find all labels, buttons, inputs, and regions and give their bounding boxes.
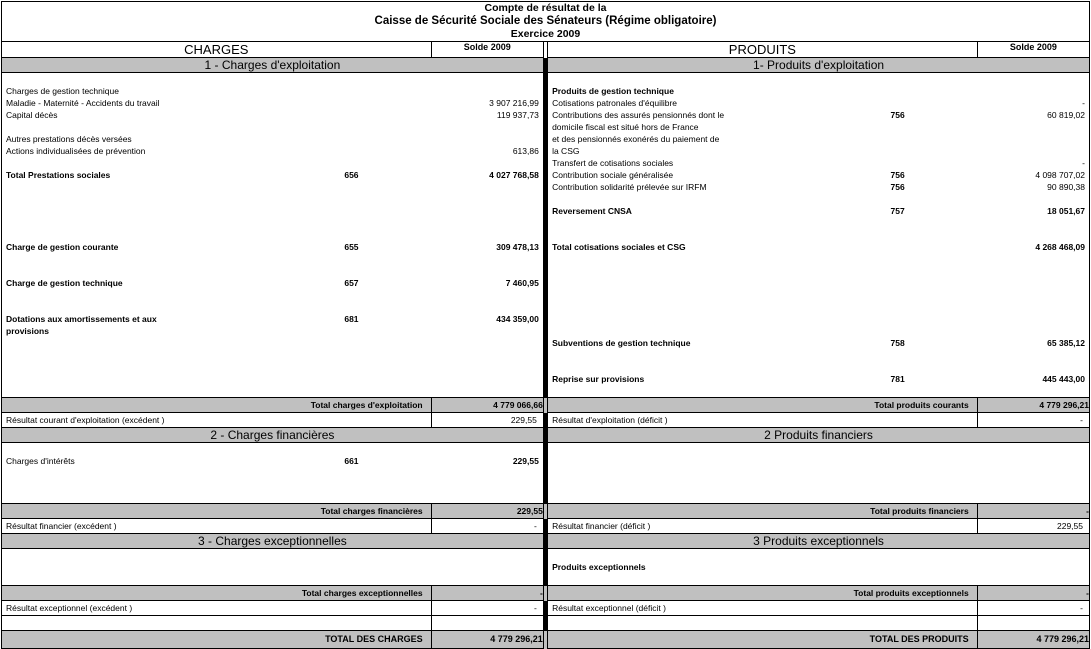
total-produits-financiers-value: - — [977, 504, 1089, 519]
spacer — [2, 443, 543, 455]
produits-exceptionnels-list — [548, 549, 1089, 585]
row-label: Total Prestations sociales — [6, 170, 111, 180]
table-row — [2, 313, 543, 337]
row-code — [728, 561, 908, 573]
spacer — [2, 467, 543, 479]
row-label: Dotations aux amortissements et aux provisions — [6, 314, 157, 336]
table-row — [548, 169, 1089, 181]
table-row — [2, 121, 543, 133]
row-label — [2, 121, 182, 133]
table-row — [548, 85, 1089, 97]
table-row — [548, 337, 1089, 349]
table-row — [548, 561, 1089, 573]
spacer — [548, 289, 1089, 301]
produits-exploitation-block — [548, 73, 1090, 398]
section-produits-financiers: 2 Produits financiers — [548, 428, 1090, 443]
total-charges-financieres-value: 229,55 — [431, 504, 543, 519]
spacer — [2, 301, 543, 313]
charges-exploitation-block — [2, 73, 544, 398]
row-value: 4 098 707,02 — [1035, 170, 1085, 180]
table-row — [2, 97, 543, 109]
total-charges-label: TOTAL DES CHARGES — [2, 631, 432, 649]
row-label: Maladie - Maternité - Accidents du travail — [6, 98, 160, 108]
total-produits-label: TOTAL DES PRODUITS — [548, 631, 978, 649]
resultat-exploitation-produits-label: Résultat d'exploitation (déficit ) — [548, 413, 978, 428]
row-label: Charges de gestion technique — [6, 86, 119, 96]
row-code: 681 — [344, 314, 359, 324]
row-value: 7 460,95 — [505, 278, 539, 288]
produits-financiers-list — [548, 443, 1089, 503]
title-line-2: Caisse de Sécurité Sociale des Sénateurs (Régime obligatoire) — [374, 15, 717, 27]
header-charges: CHARGES — [2, 42, 432, 58]
spacer — [2, 253, 543, 265]
spacer — [548, 73, 1089, 85]
total-exceptionnel-row — [2, 586, 1090, 601]
resultat-courant-charges-value: 229,55 — [431, 413, 543, 428]
table-row — [2, 241, 543, 253]
charges-financieres-list — [2, 443, 543, 503]
section-charges-exploitation: 1 - Charges d'exploitation — [2, 58, 544, 73]
table-row — [2, 133, 543, 145]
column-header-row — [2, 42, 1090, 58]
spacer — [2, 573, 543, 585]
spacer — [548, 361, 1089, 373]
spacer — [2, 217, 543, 229]
row-value — [363, 85, 543, 97]
total-produits-value: 4 779 296,21 — [977, 631, 1089, 649]
spacer — [2, 289, 543, 301]
spacer — [548, 455, 1089, 467]
spacer — [548, 265, 1089, 277]
total-produits-courants-label: Total produits courants — [548, 398, 978, 413]
spacer — [2, 265, 543, 277]
spacer — [2, 337, 543, 349]
table-row — [548, 373, 1089, 385]
header-produits: PRODUITS — [548, 42, 978, 58]
spacer — [2, 157, 543, 169]
produits-financiers-block — [548, 443, 1090, 504]
row-value: 4 268 468,09 — [1035, 242, 1085, 252]
charges-exceptionnelles-block — [2, 549, 544, 586]
total-charges-exceptionnelles-label: Total charges exceptionnelles — [2, 586, 432, 601]
section2-body-row — [2, 443, 1090, 504]
row-label: Contribution sociale généralisée — [552, 170, 674, 180]
spacer — [2, 205, 543, 217]
row-code — [728, 241, 908, 253]
resultat-exploitation-row — [2, 413, 1090, 428]
table-row — [548, 133, 1089, 157]
row-label: Subventions de gestion technique — [552, 338, 691, 348]
table-row — [548, 205, 1089, 217]
total-produits-financiers-label: Total produits financiers — [548, 504, 978, 519]
spacer — [2, 73, 543, 85]
spacer — [2, 549, 543, 561]
section1-body-row — [2, 73, 1090, 398]
resultat-exceptionnel-charges-label: Résultat exceptionnel (excédent ) — [2, 601, 432, 616]
spacer — [548, 573, 1089, 585]
spacer — [2, 229, 543, 241]
row-value — [909, 561, 1089, 573]
row-label: Charge de gestion technique — [6, 278, 123, 288]
section3-band-row — [2, 534, 1090, 549]
row-code — [728, 97, 908, 109]
row-code — [182, 109, 362, 121]
table-row — [548, 157, 1089, 169]
row-value: 18 051,67 — [1047, 206, 1085, 216]
resultat-exploitation-produits-value: - — [977, 413, 1089, 428]
row-value — [363, 133, 543, 145]
spacer — [977, 616, 1089, 631]
row-code — [182, 145, 362, 157]
row-label: Charges d'intérêts — [6, 456, 75, 466]
row-value — [909, 85, 1089, 97]
pre-total-spacer-row — [2, 616, 1090, 631]
table-row — [548, 97, 1089, 109]
total-produits-exceptionnels-value: - — [977, 586, 1089, 601]
row-label: Cotisations patronales d'équilibre — [552, 98, 678, 108]
resultat-financier-charges-value: - — [431, 519, 543, 534]
produits-exceptionnels-block — [548, 549, 1090, 586]
row-label: Charge de gestion courante — [6, 242, 119, 252]
spacer — [548, 549, 1089, 561]
resultat-financier-produits-value: 229,55 — [977, 519, 1089, 534]
row-value: - — [1082, 98, 1085, 108]
section-charges-exceptionnelles: 3 - Charges exceptionnelles — [2, 534, 544, 549]
produits-exploitation-list — [548, 73, 1089, 397]
section3-body-row — [2, 549, 1090, 586]
resultat-exceptionnel-produits-value: - — [977, 601, 1089, 616]
spacer — [548, 301, 1089, 313]
row-label: Produits de gestion technique — [552, 86, 674, 96]
table-row — [2, 85, 543, 97]
total-financier-row — [2, 504, 1090, 519]
row-value: - — [1082, 158, 1085, 168]
row-code — [728, 85, 908, 97]
title-line-3: Exercice 2009 — [510, 28, 581, 40]
row-label: Total cotisations sociales et CSG — [552, 242, 686, 252]
row-label: Capital décès — [6, 110, 58, 120]
row-code: 657 — [344, 278, 359, 288]
row-code — [728, 157, 908, 169]
spacer — [548, 491, 1089, 503]
spacer — [431, 616, 543, 631]
row-code: 661 — [344, 456, 359, 466]
spacer — [548, 467, 1089, 479]
row-code: 757 — [890, 206, 905, 216]
title-line-1: Compte de résultat de la — [484, 2, 607, 14]
row-code — [182, 133, 362, 145]
row-value: 3 907 216,99 — [489, 98, 539, 108]
resultat-exceptionnel-produits-label: Résultat exceptionnel (déficit ) — [548, 601, 978, 616]
document-title — [2, 2, 1090, 42]
header-solde-charges: Solde 2009 — [431, 42, 543, 58]
section1-band-row — [2, 58, 1090, 73]
spacer — [2, 181, 543, 193]
resultat-courant-charges-label: Résultat courant d'exploitation (excédent ) — [2, 413, 432, 428]
row-value: 309 478,13 — [496, 242, 539, 252]
row-label: Contributions des assurés pensionnés dont le domicile fiscal est situé hors de France — [552, 110, 725, 132]
produits-exceptionnels-header: Produits exceptionnels — [552, 562, 646, 572]
charges-exceptionnelles-list — [2, 549, 543, 585]
row-code: 756 — [890, 110, 905, 120]
spacer — [2, 491, 543, 503]
row-value: 65 385,12 — [1047, 338, 1085, 348]
document-sheet — [0, 1, 1091, 644]
row-label: Reversement CNSA — [552, 206, 632, 216]
table-row — [2, 277, 543, 289]
spacer — [548, 385, 1089, 397]
row-label: Autres prestations décès versées — [6, 134, 132, 144]
table-row — [2, 109, 543, 121]
spacer — [548, 313, 1089, 325]
row-value: 229,55 — [512, 456, 539, 466]
spacer — [548, 193, 1089, 205]
spacer — [548, 479, 1089, 491]
income-statement-table — [1, 1, 1090, 649]
row-label: Transfert de cotisations sociales — [552, 158, 674, 168]
total-charges-value: 4 779 296,21 — [431, 631, 543, 649]
row-code — [728, 133, 908, 157]
charges-exploitation-list — [2, 73, 543, 349]
row-label: Reprise sur provisions — [552, 374, 645, 384]
row-label: et des pensionnés exonérés du paiement de la CSG — [552, 134, 720, 156]
row-value: 90 890,38 — [1047, 182, 1085, 192]
total-charges-exploitation-value: 4 779 066,66 — [431, 398, 543, 413]
row-value: 60 819,02 — [1047, 110, 1085, 120]
spacer — [2, 479, 543, 491]
row-code: 756 — [890, 170, 905, 180]
total-exploitation-row — [2, 398, 1090, 413]
resultat-financier-produits-label: Résultat financier (déficit ) — [548, 519, 978, 534]
spacer — [548, 443, 1089, 455]
total-charges-financieres-label: Total charges financières — [2, 504, 432, 519]
resultat-exceptionnel-charges-value: - — [431, 601, 543, 616]
header-solde-produits: Solde 2009 — [977, 42, 1089, 58]
table-row — [548, 241, 1089, 253]
charges-financieres-block — [2, 443, 544, 504]
row-value — [909, 133, 1089, 157]
row-code — [182, 97, 362, 109]
spacer — [548, 217, 1089, 229]
spacer — [548, 349, 1089, 361]
resultat-financier-charges-label: Résultat financier (excédent ) — [2, 519, 432, 534]
row-label: Contribution solidarité prélevée sur IRFM — [552, 182, 707, 192]
title-row — [2, 2, 1090, 42]
row-code: 655 — [344, 242, 359, 252]
row-code — [182, 121, 362, 133]
resultat-financier-row — [2, 519, 1090, 534]
spacer — [2, 561, 543, 573]
section2-band-row — [2, 428, 1090, 443]
total-produits-exceptionnels-label: Total produits exceptionnels — [548, 586, 978, 601]
spacer — [548, 277, 1089, 289]
row-value — [363, 121, 543, 133]
row-value: 4 027 768,58 — [489, 170, 539, 180]
spacer — [2, 616, 432, 631]
spacer — [548, 253, 1089, 265]
section-produits-exploitation: 1- Produits d'exploitation — [548, 58, 1090, 73]
row-value: 613,86 — [512, 146, 539, 156]
row-code — [182, 85, 362, 97]
resultat-exceptionnel-row — [2, 601, 1090, 616]
total-charges-exploitation-label: Total charges d'exploitation — [2, 398, 432, 413]
row-value: 434 359,00 — [496, 314, 539, 324]
section-charges-financieres: 2 - Charges financières — [2, 428, 544, 443]
row-value: 119 937,73 — [496, 110, 539, 120]
row-code: 756 — [890, 182, 905, 192]
spacer — [548, 229, 1089, 241]
table-row — [2, 145, 543, 157]
table-row — [548, 109, 1089, 133]
row-code: 781 — [890, 374, 905, 384]
table-row — [2, 455, 543, 467]
grand-total-row — [2, 631, 1090, 649]
total-produits-courants-value: 4 779 296,21 — [977, 398, 1089, 413]
table-row — [2, 169, 543, 181]
total-charges-exceptionnelles-value: - — [431, 586, 543, 601]
row-value: 445 443,00 — [1042, 374, 1085, 384]
row-code: 656 — [344, 170, 359, 180]
row-label: Actions individualisées de prévention — [6, 146, 146, 156]
spacer — [548, 325, 1089, 337]
spacer — [2, 193, 543, 205]
section-produits-exceptionnels: 3 Produits exceptionnels — [548, 534, 1090, 549]
table-row — [548, 181, 1089, 193]
row-code: 758 — [890, 338, 905, 348]
spacer — [548, 616, 978, 631]
